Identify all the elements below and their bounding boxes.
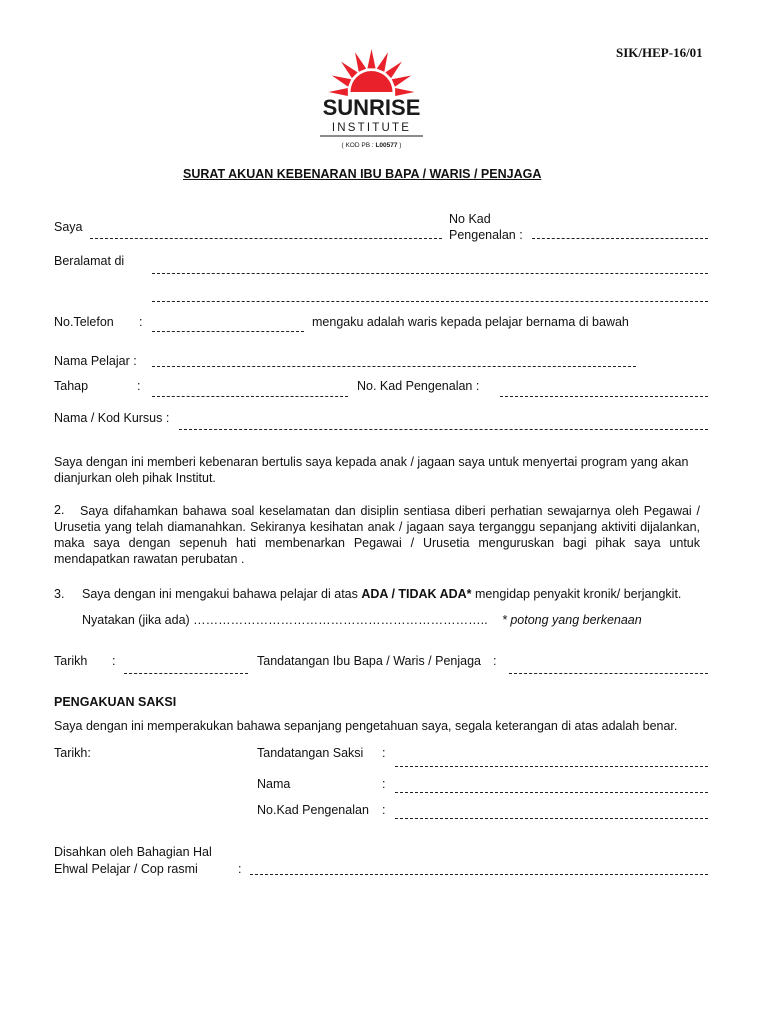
student-name-field[interactable] — [152, 366, 636, 367]
witness-name-label: Nama — [257, 777, 291, 791]
course-label: Nama / Kod Kursus : — [54, 411, 170, 425]
phone-colon: : — [139, 315, 143, 329]
parent-ic-field[interactable] — [532, 238, 708, 239]
date-field[interactable] — [124, 673, 248, 674]
logo-name-line2: INSTITUTE — [331, 122, 412, 134]
witness-ic-field[interactable] — [395, 818, 708, 819]
ada-tidak-ada-option: ADA / TIDAK ADA* — [361, 587, 472, 601]
permission-paragraph: Saya dengan ini memberi kebenaran bertulis saya kepada anak / jagaan saya untuk menyertai program yang akan dianjurkan oleh pihak Institut. — [54, 455, 689, 485]
parent-ic-label-line2: Pengenalan : — [449, 228, 523, 242]
date-label: Tarikh — [54, 654, 88, 668]
sun-ray — [392, 76, 411, 87]
approval-colon: : — [238, 862, 242, 876]
student-ic-field[interactable] — [500, 396, 708, 397]
document-reference-code: SIK/HEP-16/01 — [616, 45, 703, 60]
sun-disc — [351, 71, 393, 92]
date-colon: : — [112, 654, 116, 668]
saya-label: Saya — [54, 220, 83, 234]
approval-label-line2: Ehwal Pelajar / Cop rasmi — [54, 862, 198, 876]
paragraph-2-number: 2. — [54, 503, 65, 517]
student-ic-label: No. Kad Pengenalan : — [357, 379, 480, 393]
address-field-line1[interactable] — [152, 273, 708, 274]
parent-name-field[interactable] — [90, 238, 442, 239]
witness-ic-colon: : — [382, 803, 386, 817]
sun-ray — [355, 52, 366, 71]
paragraph-3-number: 3. — [54, 587, 65, 601]
sun-ray — [367, 49, 375, 68]
specify-illness-field[interactable]: Nyatakan (jika ada) …………………………………………………………….. — [82, 613, 488, 627]
safety-paragraph: Saya difahamkan bahawa soal keselamatan dan disiplin sentiasa diberi perhatian sewajarnya oleh Pegawai / Urusetia yang telah diamanahkan. Sekiranya kesihatan anak / jagaan saya terganggu sepanjang aktiviti dijalankan, maka saya dengan sepenuh hati membenarkan Pegawai / Urusetia menguruskan bagi pihak saya untuk mendapatkan rawatan perubatan . — [54, 504, 700, 566]
witness-signature-colon: : — [382, 746, 386, 760]
course-field[interactable] — [179, 429, 708, 430]
witness-signature-field[interactable] — [395, 766, 708, 767]
logo-code: ( KOD PB : L00577 ) — [341, 142, 402, 149]
sun-ray — [332, 76, 351, 87]
parent-signature-colon: : — [493, 654, 497, 668]
sunrise-institute-logo — [314, 48, 429, 152]
witness-signature-label: Tandatangan Saksi — [257, 746, 364, 760]
witness-name-colon: : — [382, 777, 386, 791]
guardian-declaration-text: mengaku adalah waris kepada pelajar bernama di bawah — [312, 315, 629, 329]
witness-statement: Saya dengan ini memperakukan bahawa sepanjang pengetahuan saya, segala keterangan di atas adalah benar. — [54, 719, 678, 733]
level-colon: : — [137, 379, 141, 393]
parent-signature-field[interactable] — [509, 673, 708, 674]
sun-icon — [329, 49, 415, 96]
approval-label-line1: Disahkan oleh Bahagian Hal — [54, 845, 212, 859]
sun-ray — [341, 62, 358, 79]
parent-signature-label: Tandatangan Ibu Bapa / Waris / Penjaga — [257, 654, 481, 668]
sun-ray — [377, 52, 388, 71]
address-field-line2[interactable] — [152, 301, 708, 302]
address-label: Beralamat di — [54, 254, 125, 268]
student-name-label: Nama Pelajar : — [54, 354, 137, 368]
document-title: SURAT AKUAN KEBENARAN IBU BAPA / WARIS / PENJAGA — [183, 167, 542, 181]
witness-ic-label: No.Kad Pengenalan — [257, 803, 369, 817]
phone-field[interactable] — [152, 331, 304, 332]
level-label: Tahap — [54, 379, 89, 393]
witness-name-field[interactable] — [395, 792, 708, 793]
level-field[interactable] — [152, 396, 348, 397]
sun-ray — [385, 62, 402, 79]
logo-name-line1: SUNRISE — [322, 95, 421, 120]
parent-ic-label-line1: No Kad — [449, 212, 491, 226]
official-stamp-field[interactable] — [250, 874, 708, 875]
illness-declaration: Saya dengan ini mengakui bahawa pelajar di atas ADA / TIDAK ADA* mengidap penyakit kronik/ berjangkit. — [82, 587, 682, 601]
phone-label: No.Telefon — [54, 315, 114, 329]
witness-date-label: Tarikh: — [54, 746, 91, 760]
witness-heading: PENGAKUAN SAKSI — [54, 695, 177, 709]
strike-out-note: * potong yang berkenaan — [502, 613, 642, 627]
